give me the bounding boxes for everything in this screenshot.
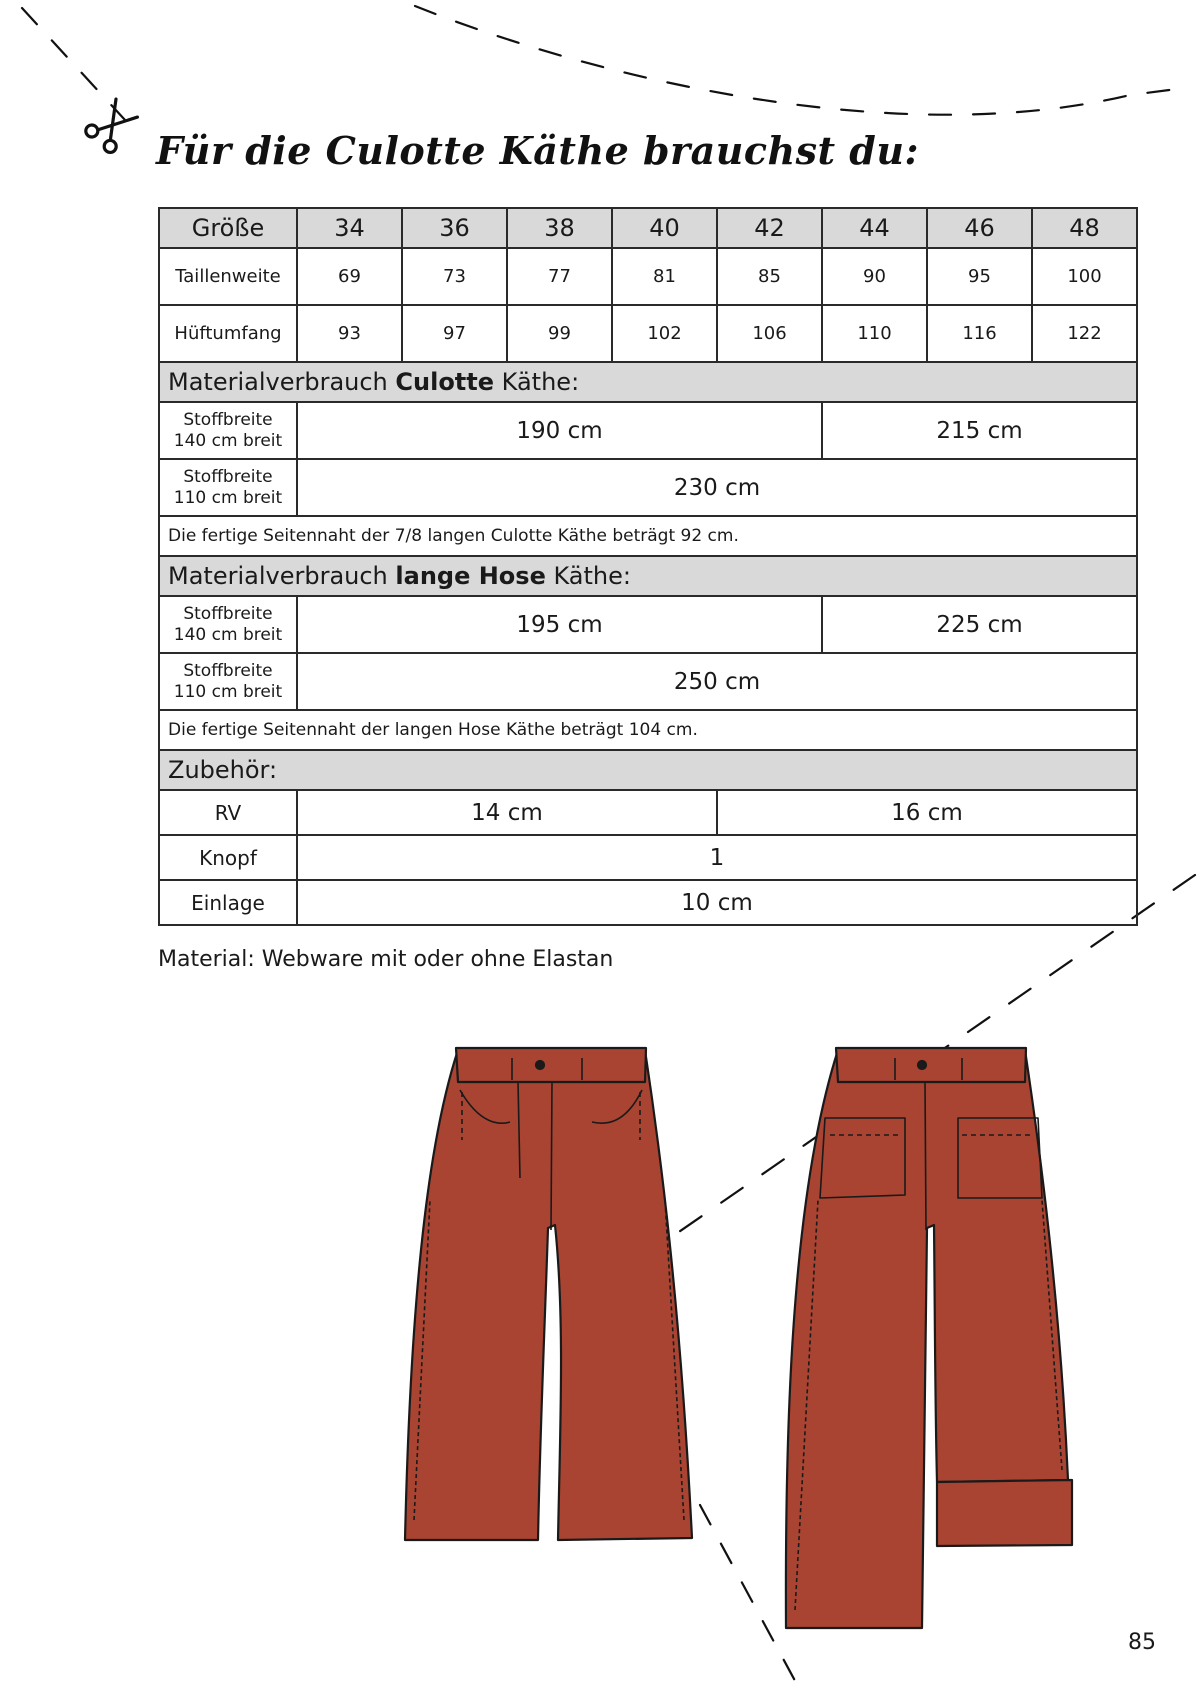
long-pants-heading-suffix: Käthe: [545,562,631,590]
size-cell: 40 [612,208,717,248]
long-pants-drawing [786,1048,1072,1628]
culotte-heading-prefix: Materialverbrauch [168,368,396,396]
size-cell: 36 [402,208,507,248]
waist-cell: 100 [1032,248,1137,305]
long-pants-section-header [159,556,1137,596]
fabric-width-label-line2: 110 cm breit [173,681,283,702]
hip-cell: 110 [822,305,927,362]
culotte-section-header [159,362,1137,402]
size-cell: 34 [297,208,402,248]
hip-cell: 97 [402,305,507,362]
long-pants-note-row [159,710,1137,750]
waist-cell: 85 [717,248,822,305]
hip-row [159,305,1137,362]
button-count: 1 [297,835,1137,880]
hip-cell: 122 [1032,305,1137,362]
fabric-width-label-line2: 110 cm breit [173,487,283,508]
material-table [158,207,1138,926]
hip-cell: 99 [507,305,612,362]
waist-cell: 95 [927,248,1032,305]
culotte-heading-bold: Culotte [395,368,495,396]
waist-cell: 90 [822,248,927,305]
fabric-width-label-line1: Stoffbreite [183,409,273,430]
accessories-section-header [159,750,1137,790]
hip-cell: 93 [297,305,402,362]
long-pants-note: Die fertige Seitennaht der langen Hose Käthe beträgt 104 cm. [159,710,1137,750]
size-cell: 42 [717,208,822,248]
hip-cell: 106 [717,305,822,362]
size-cell: 38 [507,208,612,248]
fabric-width-label-line1: Stoffbreite [183,603,273,624]
waist-cell: 77 [507,248,612,305]
fabric-amount: 215 cm [822,402,1137,459]
size-cell: 48 [1032,208,1137,248]
fabric-width-label [159,459,297,516]
size-header-row [159,208,1137,248]
waist-cell: 69 [297,248,402,305]
interfacing-row [159,880,1137,925]
waist-cell: 81 [612,248,717,305]
fabric-amount: 225 cm [822,596,1137,653]
long-pants-140-row [159,596,1137,653]
size-label: Größe [159,208,297,248]
fabric-amount: 230 cm [297,459,1137,516]
culotte-140-row [159,402,1137,459]
size-cell: 44 [822,208,927,248]
waist-row [159,248,1137,305]
fabric-width-label [159,653,297,710]
culotte-110-row [159,459,1137,516]
page-title: Für die Culotte Käthe brauchst du: [156,128,920,173]
fabric-amount: 190 cm [297,402,822,459]
culotte-drawing [405,1048,692,1540]
zipper-length: 14 cm [297,790,717,835]
fabric-width-label-line2: 140 cm breit [173,624,283,645]
fabric-amount: 250 cm [297,653,1137,710]
accessories-heading: Zubehör: [159,750,1137,790]
size-cell: 46 [927,208,1032,248]
hip-label: Hüftumfang [159,305,297,362]
fabric-width-label [159,596,297,653]
long-pants-110-row [159,653,1137,710]
button-row [159,835,1137,880]
waist-cell: 73 [402,248,507,305]
long-pants-heading-prefix: Materialverbrauch [168,562,396,590]
zipper-length: 16 cm [717,790,1137,835]
culotte-note: Die fertige Seitennaht der 7/8 langen Culotte Käthe beträgt 92 cm. [159,516,1137,556]
hip-cell: 116 [927,305,1032,362]
long-pants-heading-bold: lange Hose [395,562,546,590]
zipper-label: RV [159,790,297,835]
page-number: 85 [1128,1630,1156,1655]
fabric-width-label-line2: 140 cm breit [173,430,283,451]
fabric-width-label [159,402,297,459]
hip-cell: 102 [612,305,717,362]
culotte-heading-suffix: Käthe: [494,368,580,396]
culotte-note-row [159,516,1137,556]
interfacing-label: Einlage [159,880,297,925]
material-note: Material: Webware mit oder ohne Elastan [158,947,614,972]
waist-label: Taillenweite [159,248,297,305]
zipper-row [159,790,1137,835]
fabric-width-label-line1: Stoffbreite [183,466,273,487]
fabric-amount: 195 cm [297,596,822,653]
button-label: Knopf [159,835,297,880]
fabric-width-label-line1: Stoffbreite [183,660,273,681]
interfacing-length: 10 cm [297,880,1137,925]
